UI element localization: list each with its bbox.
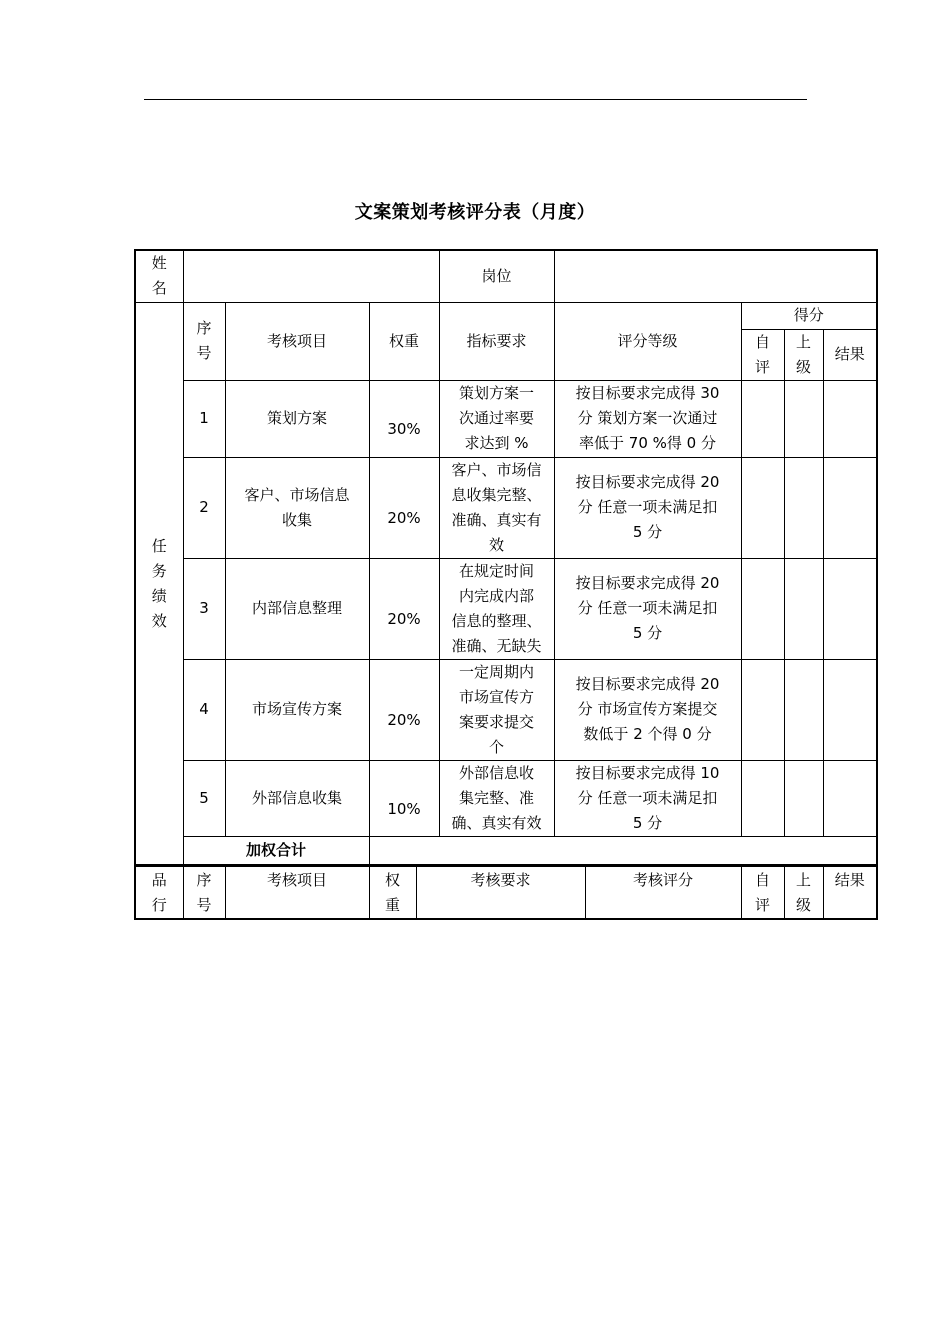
- self-score-cell[interactable]: [741, 558, 784, 659]
- grading-line: 分 任意一项未满足扣: [577, 788, 718, 807]
- result-cell[interactable]: [823, 380, 877, 457]
- section-char: 效: [151, 611, 167, 630]
- grading-line: 5 分: [632, 523, 663, 541]
- item-line: 客户、市场信息: [244, 485, 350, 504]
- conduct-table: [134, 864, 878, 920]
- task-section-label: [135, 302, 183, 866]
- table-row: [135, 457, 877, 558]
- superior-score-cell[interactable]: [784, 457, 823, 558]
- row-seq: 3: [183, 558, 225, 659]
- grading-line: 分 任意一项未满足扣: [577, 498, 718, 516]
- row-weight: 20%: [369, 659, 439, 760]
- indicator-line: 内完成内部: [459, 586, 535, 605]
- result-cell[interactable]: [823, 558, 877, 659]
- grading-line: 5 分: [632, 813, 663, 832]
- indicator-line: 准确、无缺失: [451, 636, 542, 655]
- indicator-line: 集完整、准: [459, 788, 535, 807]
- col-self: [741, 329, 784, 380]
- row-grading: [554, 760, 741, 836]
- table-row: [135, 380, 877, 457]
- conduct-col-superior: [784, 865, 823, 919]
- result-cell[interactable]: [823, 457, 877, 558]
- row-indicator: [439, 760, 554, 836]
- col-self-line: 自: [755, 332, 771, 351]
- row-seq: 5: [183, 760, 225, 836]
- grading-line: 按目标要求完成得 30: [575, 384, 720, 402]
- post-label: 岗位: [439, 250, 554, 302]
- conduct-col-item: 考核项目: [225, 865, 369, 919]
- col-superior-line: 级: [796, 357, 812, 376]
- conduct-weight-line: 权: [384, 871, 400, 889]
- page-title: 文案策划考核评分表（月度）: [354, 202, 596, 223]
- col-grading: 评分等级: [554, 302, 741, 380]
- col-item: 考核项目: [225, 302, 369, 380]
- col-indicator: 指标要求: [439, 302, 554, 380]
- row-item: 市场宣传方案: [225, 659, 369, 760]
- row-seq: 4: [183, 659, 225, 760]
- indicator-line: 信息的整理、: [451, 611, 542, 630]
- conduct-self-line: 自: [754, 871, 770, 889]
- row-seq: 1: [183, 380, 225, 457]
- row-item: [225, 457, 369, 558]
- row-item: 外部信息收集: [225, 760, 369, 836]
- conduct-col-weight: [369, 865, 416, 919]
- conduct-superior-line: 上: [795, 871, 811, 889]
- table-row: [135, 558, 877, 659]
- row-indicator: [439, 659, 554, 760]
- indicator-line: 市场宣传方: [459, 687, 535, 706]
- self-score-cell[interactable]: [741, 760, 784, 836]
- grading-line: 数低于 2 个得 0 分: [583, 725, 712, 743]
- header-rule: [144, 99, 807, 100]
- indicator-line: 求达到 %: [464, 434, 529, 452]
- name-label-line: 姓: [151, 254, 167, 273]
- name-value[interactable]: [183, 250, 439, 302]
- grading-line: 按目标要求完成得 20: [575, 574, 720, 592]
- conduct-col-self: [741, 865, 784, 919]
- row-grading: [554, 457, 741, 558]
- grading-line: 率低于 70 %得 0 分: [579, 434, 716, 452]
- row-item: 内部信息整理: [225, 558, 369, 659]
- row-item: 策划方案: [225, 380, 369, 457]
- superior-score-cell[interactable]: [784, 760, 823, 836]
- col-superior: [784, 329, 823, 380]
- conduct-superior-line: 级: [795, 896, 811, 914]
- weighted-total-label: 加权合计: [183, 836, 369, 866]
- indicator-line: 准确、真实有: [451, 510, 542, 529]
- name-label: [135, 250, 183, 302]
- conduct-col-scoring: 考核评分: [585, 865, 741, 919]
- col-seq-line: 序: [196, 319, 212, 337]
- indicator-line: 案要求提交: [459, 712, 535, 731]
- indicator-line: 次通过率要: [459, 409, 535, 427]
- row-indicator: [439, 380, 554, 457]
- weighted-total-row: [135, 836, 877, 866]
- indicator-line: 效: [489, 535, 505, 554]
- indicator-line: 个: [489, 737, 505, 756]
- row-grading: [554, 380, 741, 457]
- section-char: 务: [151, 561, 167, 580]
- result-cell[interactable]: [823, 659, 877, 760]
- column-header-row: [135, 302, 877, 329]
- indicator-line: 外部信息收: [459, 763, 535, 782]
- col-superior-line: 上: [796, 332, 812, 351]
- conduct-col-seq: [183, 865, 225, 919]
- conduct-col-requirement: 考核要求: [416, 865, 585, 919]
- post-value[interactable]: [554, 250, 877, 302]
- grading-line: 按目标要求完成得 20: [575, 675, 720, 693]
- row-weight: 20%: [369, 457, 439, 558]
- grading-line: 按目标要求完成得 20: [575, 473, 720, 491]
- superior-score-cell[interactable]: [784, 558, 823, 659]
- col-seq-line: 号: [196, 344, 212, 362]
- col-score: 得分: [741, 302, 877, 329]
- self-score-cell[interactable]: [741, 659, 784, 760]
- grading-line: 5 分: [632, 624, 663, 642]
- indicator-line: 确、真实有效: [451, 813, 542, 832]
- col-self-line: 评: [755, 357, 771, 376]
- header-row: [135, 250, 877, 302]
- grading-line: 分 任意一项未满足扣: [577, 599, 718, 617]
- row-seq: 2: [183, 457, 225, 558]
- conduct-label-line: 品: [151, 871, 167, 889]
- table-row: [135, 760, 877, 836]
- indicator-line: 策划方案一: [459, 384, 535, 402]
- result-cell[interactable]: [823, 760, 877, 836]
- assessment-table: [134, 249, 878, 867]
- conduct-seq-line: 序: [196, 871, 212, 889]
- conduct-weight-line: 重: [384, 896, 400, 914]
- row-weight: 10%: [369, 760, 439, 836]
- row-weight: 20%: [369, 558, 439, 659]
- superior-score-cell[interactable]: [784, 380, 823, 457]
- weighted-total-value[interactable]: [369, 836, 877, 866]
- table-row: [135, 659, 877, 760]
- indicator-line: 在规定时间: [459, 561, 535, 580]
- name-label-line: 名: [151, 279, 167, 298]
- item-line: 收集: [281, 510, 312, 529]
- col-seq: [183, 302, 225, 380]
- conduct-seq-line: 号: [196, 896, 212, 914]
- section-char: 绩: [151, 586, 167, 605]
- indicator-line: 一定周期内: [459, 662, 535, 681]
- col-weight: 权重: [369, 302, 439, 380]
- conduct-self-line: 评: [754, 896, 770, 914]
- conduct-label-line: 行: [151, 896, 167, 914]
- conduct-col-result: 结果: [823, 865, 877, 919]
- row-indicator: [439, 558, 554, 659]
- indicator-line: 客户、市场信: [451, 460, 542, 479]
- row-weight: 30%: [369, 380, 439, 457]
- grading-line: 按目标要求完成得 10: [575, 763, 720, 782]
- col-result: 结果: [823, 329, 877, 380]
- grading-line: 分 策划方案一次通过: [577, 409, 718, 427]
- conduct-section-label: [135, 865, 183, 919]
- grading-line: 分 市场宣传方案提交: [577, 700, 718, 718]
- row-grading: [554, 659, 741, 760]
- conduct-header-row: [135, 865, 877, 919]
- row-grading: [554, 558, 741, 659]
- self-score-cell[interactable]: [741, 457, 784, 558]
- section-char: 任: [151, 536, 167, 555]
- row-indicator: [439, 457, 554, 558]
- indicator-line: 息收集完整、: [451, 485, 542, 504]
- superior-score-cell[interactable]: [784, 659, 823, 760]
- self-score-cell[interactable]: [741, 380, 784, 457]
